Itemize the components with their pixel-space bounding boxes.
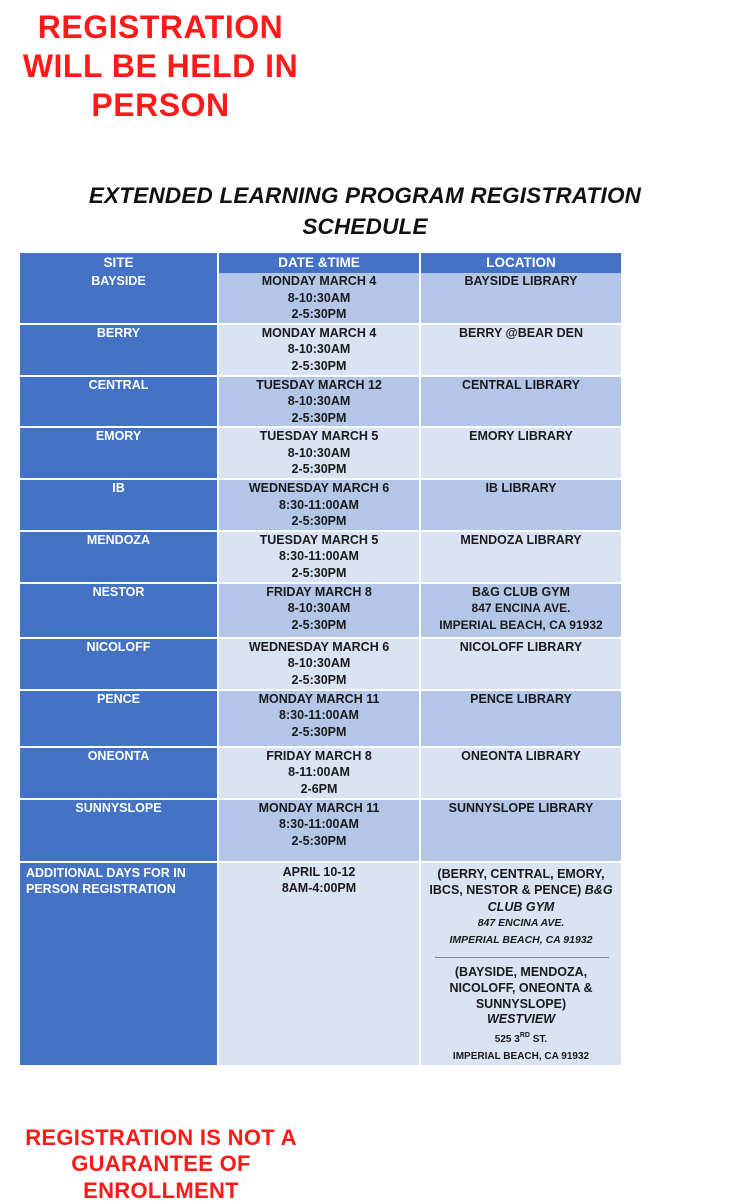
site-name: BAYSIDE xyxy=(91,274,146,288)
date-text: TUESDAY MARCH 12 xyxy=(256,377,382,392)
time-slot-2: 2-5:30PM xyxy=(291,410,347,425)
location-divider xyxy=(435,957,609,958)
date-time-cell xyxy=(218,427,420,479)
site-cell xyxy=(20,638,218,690)
location-cell xyxy=(420,638,621,690)
location-name: BAYSIDE LIBRARY xyxy=(464,274,578,288)
group2-venue: WESTVIEW xyxy=(486,1012,556,1026)
location-address-1: 847 ENCINA AVE. xyxy=(471,601,571,615)
location-cell xyxy=(420,324,621,376)
time-slot-1: 8:30-11:00AM xyxy=(279,708,359,722)
registration-in-person-notice: REGISTRATION WILL BE HELD IN PERSON xyxy=(22,9,299,124)
time-slot-1: 8-10:30AM xyxy=(287,601,351,615)
time-slot-1: 8:30-11:00AM xyxy=(279,549,359,563)
time-text: 8AM-4:00PM xyxy=(281,881,357,895)
site-cell xyxy=(20,747,218,799)
location-cell xyxy=(420,690,621,747)
date-time-cell xyxy=(218,690,420,747)
date-time-cell xyxy=(218,747,420,799)
time-slot-1: 8-10:30AM xyxy=(287,342,351,356)
location-cell xyxy=(420,376,621,428)
table-row-additional-days xyxy=(20,862,621,1067)
site-name: PENCE xyxy=(96,691,141,706)
site-name: EMORY xyxy=(95,429,142,443)
group2-schools: (BAYSIDE, MENDOZA, NICOLOFF, ONEONTA & SUNNYSLOPE) xyxy=(449,965,593,1011)
site-name: ADDITIONAL DAYS FOR IN PERSON REGISTRATION xyxy=(26,865,186,896)
enrollment-disclaimer: REGISTRATION IS NOT A GUARANTEE OF ENROLLMENT xyxy=(25,1125,297,1203)
column-header-location: LOCATION xyxy=(420,253,621,273)
table-row xyxy=(20,427,621,479)
date-time-cell xyxy=(218,799,420,862)
table-header-row xyxy=(20,253,621,273)
location-name: IB LIBRARY xyxy=(485,481,557,495)
registration-schedule-table xyxy=(20,253,621,1067)
location-address-2: IMPERIAL BEACH, CA 91932 xyxy=(439,617,603,632)
table-row xyxy=(20,531,621,583)
table-row xyxy=(20,376,621,428)
group1-address-1: 847 ENCINA AVE. xyxy=(477,917,565,929)
date-time-cell xyxy=(218,273,420,324)
site-cell xyxy=(20,799,218,862)
date-time-cell xyxy=(218,376,420,428)
site-cell xyxy=(20,273,218,324)
time-slot-1: 8:30-11:00AM xyxy=(279,817,359,831)
column-header-date-time: DATE &TIME xyxy=(218,253,420,273)
site-name: NESTOR xyxy=(92,584,145,599)
site-cell xyxy=(20,862,218,1067)
location-name: EMORY LIBRARY xyxy=(469,429,573,443)
time-slot-1: 8-11:00AM xyxy=(288,765,350,779)
column-header-site: SITE xyxy=(20,253,218,273)
location-name: SUNNYSLOPE LIBRARY xyxy=(448,800,594,815)
date-time-cell xyxy=(218,531,420,583)
table-row xyxy=(20,747,621,799)
date-text: WEDNESDAY MARCH 6 xyxy=(248,639,390,654)
date-text: MONDAY MARCH 11 xyxy=(258,691,380,706)
site-name: IB xyxy=(112,481,125,495)
site-cell xyxy=(20,427,218,479)
table-row xyxy=(20,324,621,376)
table-row xyxy=(20,273,621,324)
table-row xyxy=(20,799,621,862)
location-name: NICOLOFF LIBRARY xyxy=(459,639,583,654)
time-slot-1: 8-10:30AM xyxy=(287,445,351,460)
time-slot-2: 2-5:30PM xyxy=(291,358,347,373)
time-slot-1: 8-10:30AM xyxy=(287,394,351,408)
time-slot-2: 2-5:30PM xyxy=(291,724,347,739)
time-slot-2: 2-5:30PM xyxy=(291,672,347,687)
date-text: FRIDAY MARCH 8 xyxy=(266,748,372,763)
date-text: APRIL 10-12 xyxy=(282,864,356,879)
date-text: TUESDAY MARCH 5 xyxy=(259,429,379,443)
site-name: MENDOZA xyxy=(86,532,151,547)
date-text: MONDAY MARCH 4 xyxy=(261,274,377,288)
location-cell xyxy=(420,862,621,1067)
date-time-cell xyxy=(218,862,420,1067)
site-cell xyxy=(20,583,218,638)
site-cell xyxy=(20,531,218,583)
location-cell xyxy=(420,427,621,479)
time-slot-1: 8-10:30AM xyxy=(287,290,351,305)
title-line-1: EXTENDED LEARNING PROGRAM REGISTRATION xyxy=(88,183,642,208)
time-slot-2: 2-6PM xyxy=(300,781,338,796)
time-slot-2: 2-5:30PM xyxy=(291,307,347,321)
location-cell xyxy=(420,531,621,583)
location-name: CENTRAL LIBRARY xyxy=(461,377,581,392)
site-name: BERRY xyxy=(96,325,141,340)
location-cell xyxy=(420,799,621,862)
site-cell xyxy=(20,479,218,531)
time-slot-2: 2-5:30PM xyxy=(291,514,347,528)
table-row xyxy=(20,690,621,747)
time-slot-1: 8:30-11:00AM xyxy=(279,497,359,512)
location-name: BERRY @BEAR DEN xyxy=(458,325,583,340)
date-text: TUESDAY MARCH 5 xyxy=(259,532,379,547)
location-cell xyxy=(420,583,621,638)
group2-street: 525 3RD ST. xyxy=(494,1032,548,1045)
site-name: NICOLOFF xyxy=(86,639,151,654)
table-row xyxy=(20,479,621,531)
page-title xyxy=(60,180,670,242)
site-name: ONEONTA xyxy=(87,748,150,763)
site-cell xyxy=(20,376,218,428)
time-slot-2: 2-5:30PM xyxy=(291,462,347,476)
location-cell xyxy=(420,747,621,799)
site-name: CENTRAL xyxy=(88,377,149,392)
time-slot-2: 2-5:30PM xyxy=(291,565,347,580)
group1-schools: (BERRY, CENTRAL, EMORY, IBCS, NESTOR & PENCE) xyxy=(429,866,605,897)
group2-address-2: IMPERIAL BEACH, CA 91932 xyxy=(452,1050,590,1062)
date-text: MONDAY MARCH 4 xyxy=(261,325,377,340)
date-text: MONDAY MARCH 11 xyxy=(258,800,380,815)
site-cell xyxy=(20,324,218,376)
site-name: SUNNYSLOPE xyxy=(75,800,162,815)
date-time-cell xyxy=(218,583,420,638)
date-text: WEDNESDAY MARCH 6 xyxy=(248,481,390,495)
location-name: ONEONTA LIBRARY xyxy=(461,748,581,763)
time-slot-1: 8-10:30AM xyxy=(287,656,351,670)
location-name: MENDOZA LIBRARY xyxy=(460,532,582,547)
group1-address-2: IMPERIAL BEACH, CA 91932 xyxy=(449,933,593,946)
site-cell xyxy=(20,690,218,747)
location-cell xyxy=(420,479,621,531)
group1-venue: B&G CLUB GYM xyxy=(487,883,613,914)
title-line-2: SCHEDULE xyxy=(302,214,428,239)
time-slot-2: 2-5:30PM xyxy=(291,833,347,848)
date-time-cell xyxy=(218,324,420,376)
date-time-cell xyxy=(218,638,420,690)
table-row xyxy=(20,638,621,690)
location-name: PENCE LIBRARY xyxy=(470,691,572,706)
date-time-cell xyxy=(218,479,420,531)
location-name: B&G CLUB GYM xyxy=(472,584,570,599)
date-text: FRIDAY MARCH 8 xyxy=(266,584,372,599)
table-row xyxy=(20,583,621,638)
time-slot-2: 2-5:30PM xyxy=(291,617,347,632)
location-cell xyxy=(420,273,621,324)
